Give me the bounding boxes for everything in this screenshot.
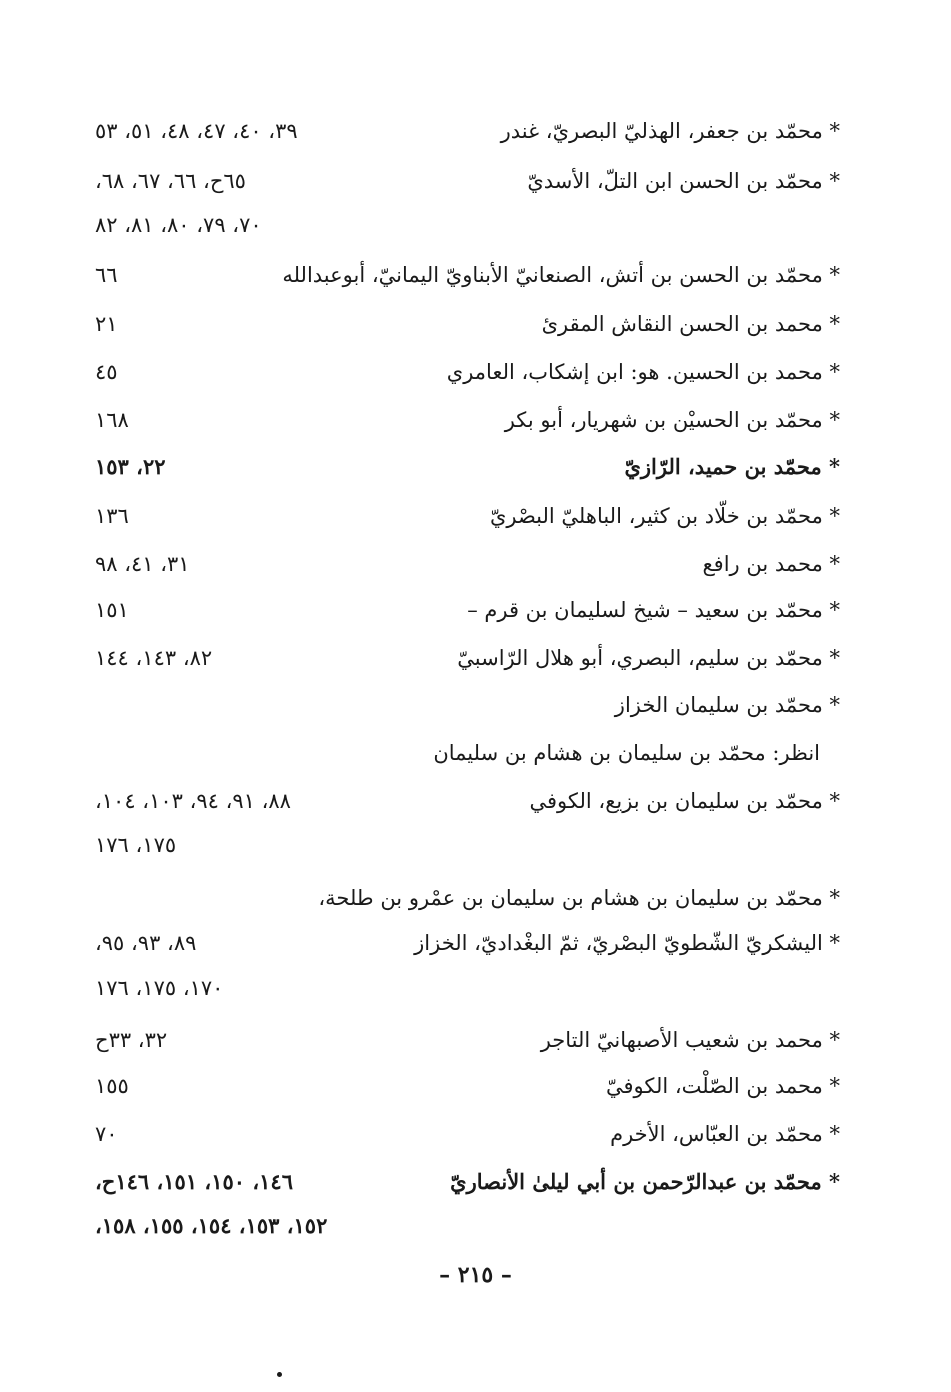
entry-name: * محمّد بن سليمان بن هشام بن سليمان بن عمْرو بن طلحة،: [318, 886, 840, 910]
entry-pages: ١٣٦: [95, 504, 129, 528]
entry-pages: ٧٠، ٧٩، ٨٠، ٨١، ٨٢: [95, 213, 262, 237]
index-entry: [60, 1114, 840, 1154]
index-entry: [60, 352, 840, 392]
entry-pages: ١٧٥، ١٧٦: [95, 833, 177, 857]
entry-pages: ٧٠: [95, 1122, 118, 1146]
entry-name: * محمّد بن سليمان بن بزيع، الكوفي: [529, 789, 840, 813]
entry-name: * محمّد بن الحسن ابن التلّ، الأسديّ: [527, 169, 840, 193]
entry-pages: ١٥٢، ١٥٣، ١٥٤، ١٥٥، ١٥٨،: [95, 1213, 328, 1238]
entry-name: * محمد بن رافع: [702, 552, 840, 576]
index-entry-continuation: [60, 1206, 840, 1246]
entry-name: * محمّد بن سعيد – شيخ لسليمان بن قرم –: [467, 598, 840, 622]
entry-pages: ١٥٥: [95, 1074, 129, 1098]
index-entry: [60, 447, 840, 487]
entry-pages: ٨٩، ٩٣، ٩٥،: [95, 931, 197, 955]
index-entry: [60, 400, 840, 440]
entry-pages: ٣٩، ٤٠، ٤٧، ٤٨، ٥١، ٥٣: [95, 119, 298, 143]
entry-pages: ١٥١: [95, 598, 129, 622]
page-number: – ٢١٥ –: [439, 1262, 512, 1288]
entry-name: * محمّد بن سليمان الخزاز: [614, 693, 840, 717]
index-entry: [60, 496, 840, 536]
index-entry: [60, 255, 840, 295]
index-entry: [60, 923, 840, 963]
index-entry: [60, 1162, 840, 1202]
entry-name: * محمّد بن العبّاس، الأخرم: [610, 1122, 840, 1146]
index-entry: [60, 638, 840, 678]
index-entry: [60, 685, 840, 725]
entry-name: * محمّد بن عبدالرّحمن بن أبي ليلىٰ الأنصاريّ: [450, 1169, 840, 1194]
cross-reference: [60, 733, 840, 773]
index-entry: [60, 161, 840, 201]
entry-pages: ٤٥: [95, 360, 118, 384]
index-entry-continuation: [60, 825, 840, 865]
index-entry: [60, 781, 840, 821]
entry-pages: ١٧٠، ١٧٥، ١٧٦: [95, 976, 224, 1000]
index-entry: [60, 590, 840, 630]
entry-name: * محمّد بن الحسن بن أتش، الصنعانيّ الأبناويّ اليمانيّ، أبوعبدالله: [282, 263, 840, 287]
index-entry: [60, 1066, 840, 1106]
entry-pages: ٢٢، ١٥٣: [95, 454, 166, 479]
entry-pages: ٦٥ح، ٦٦، ٦٧، ٦٨،: [95, 169, 246, 193]
index-entry: [60, 111, 840, 151]
entry-pages: ٣٢، ٣٣ح: [95, 1028, 168, 1052]
entry-name: * محمّد بن حميد، الرّازيّ: [624, 454, 840, 479]
index-entry: [60, 544, 840, 584]
entry-pages: ٢١: [95, 312, 118, 336]
entry-pages: ١٤٦، ١٥٠، ١٥١، ١٤٦ح،: [95, 1169, 293, 1194]
index-entry: [60, 1020, 840, 1060]
entry-name: * محمد بن الحسين. هو: ابن إشكاب، العامري: [446, 360, 840, 384]
entry-pages: ١٦٨: [95, 408, 129, 432]
scan-speck: [277, 1372, 282, 1377]
entry-name: * محمد بن الحسن النقاش المقرئ: [541, 312, 840, 336]
entry-name: * محمّد بن جعفر، الهذليّ البصريّ، غندر: [500, 119, 840, 143]
entry-name: * محمّد بن سليم، البصري، أبو هلال الرّاسبيّ: [457, 646, 840, 670]
index-entry-continuation: [60, 968, 840, 1008]
entry-name: * محمّد بن الحسيْن بن شهريار، أبو بكر: [504, 408, 840, 432]
index-entry: [60, 304, 840, 344]
entry-name: * اليشكريّ الشّطويّ البصْريّ، ثمّ البغْداديّ، الخزاز: [414, 931, 840, 955]
cross-reference-text: انظر: محمّد بن سليمان بن هشام بن سليمان: [433, 741, 820, 765]
entry-pages: ٨٢، ١٤٣، ١٤٤: [95, 646, 213, 670]
index-entry-continuation: [60, 205, 840, 245]
entry-name: * محمد بن شعيب الأصبهانيّ التاجر: [540, 1028, 840, 1052]
entry-pages: ٣١، ٤١، ٩٨: [95, 552, 190, 576]
entry-pages: ٦٦: [95, 263, 118, 287]
entry-pages: ٨٨، ٩١، ٩٤، ١٠٣، ١٠٤،: [95, 789, 291, 813]
entry-name: * محمّد بن خلّاد بن كثير، الباهليّ البصْريّ: [489, 504, 840, 528]
entry-name: * محمد بن الصّلْت، الكوفيّ: [605, 1074, 840, 1098]
index-entry: [60, 878, 840, 918]
